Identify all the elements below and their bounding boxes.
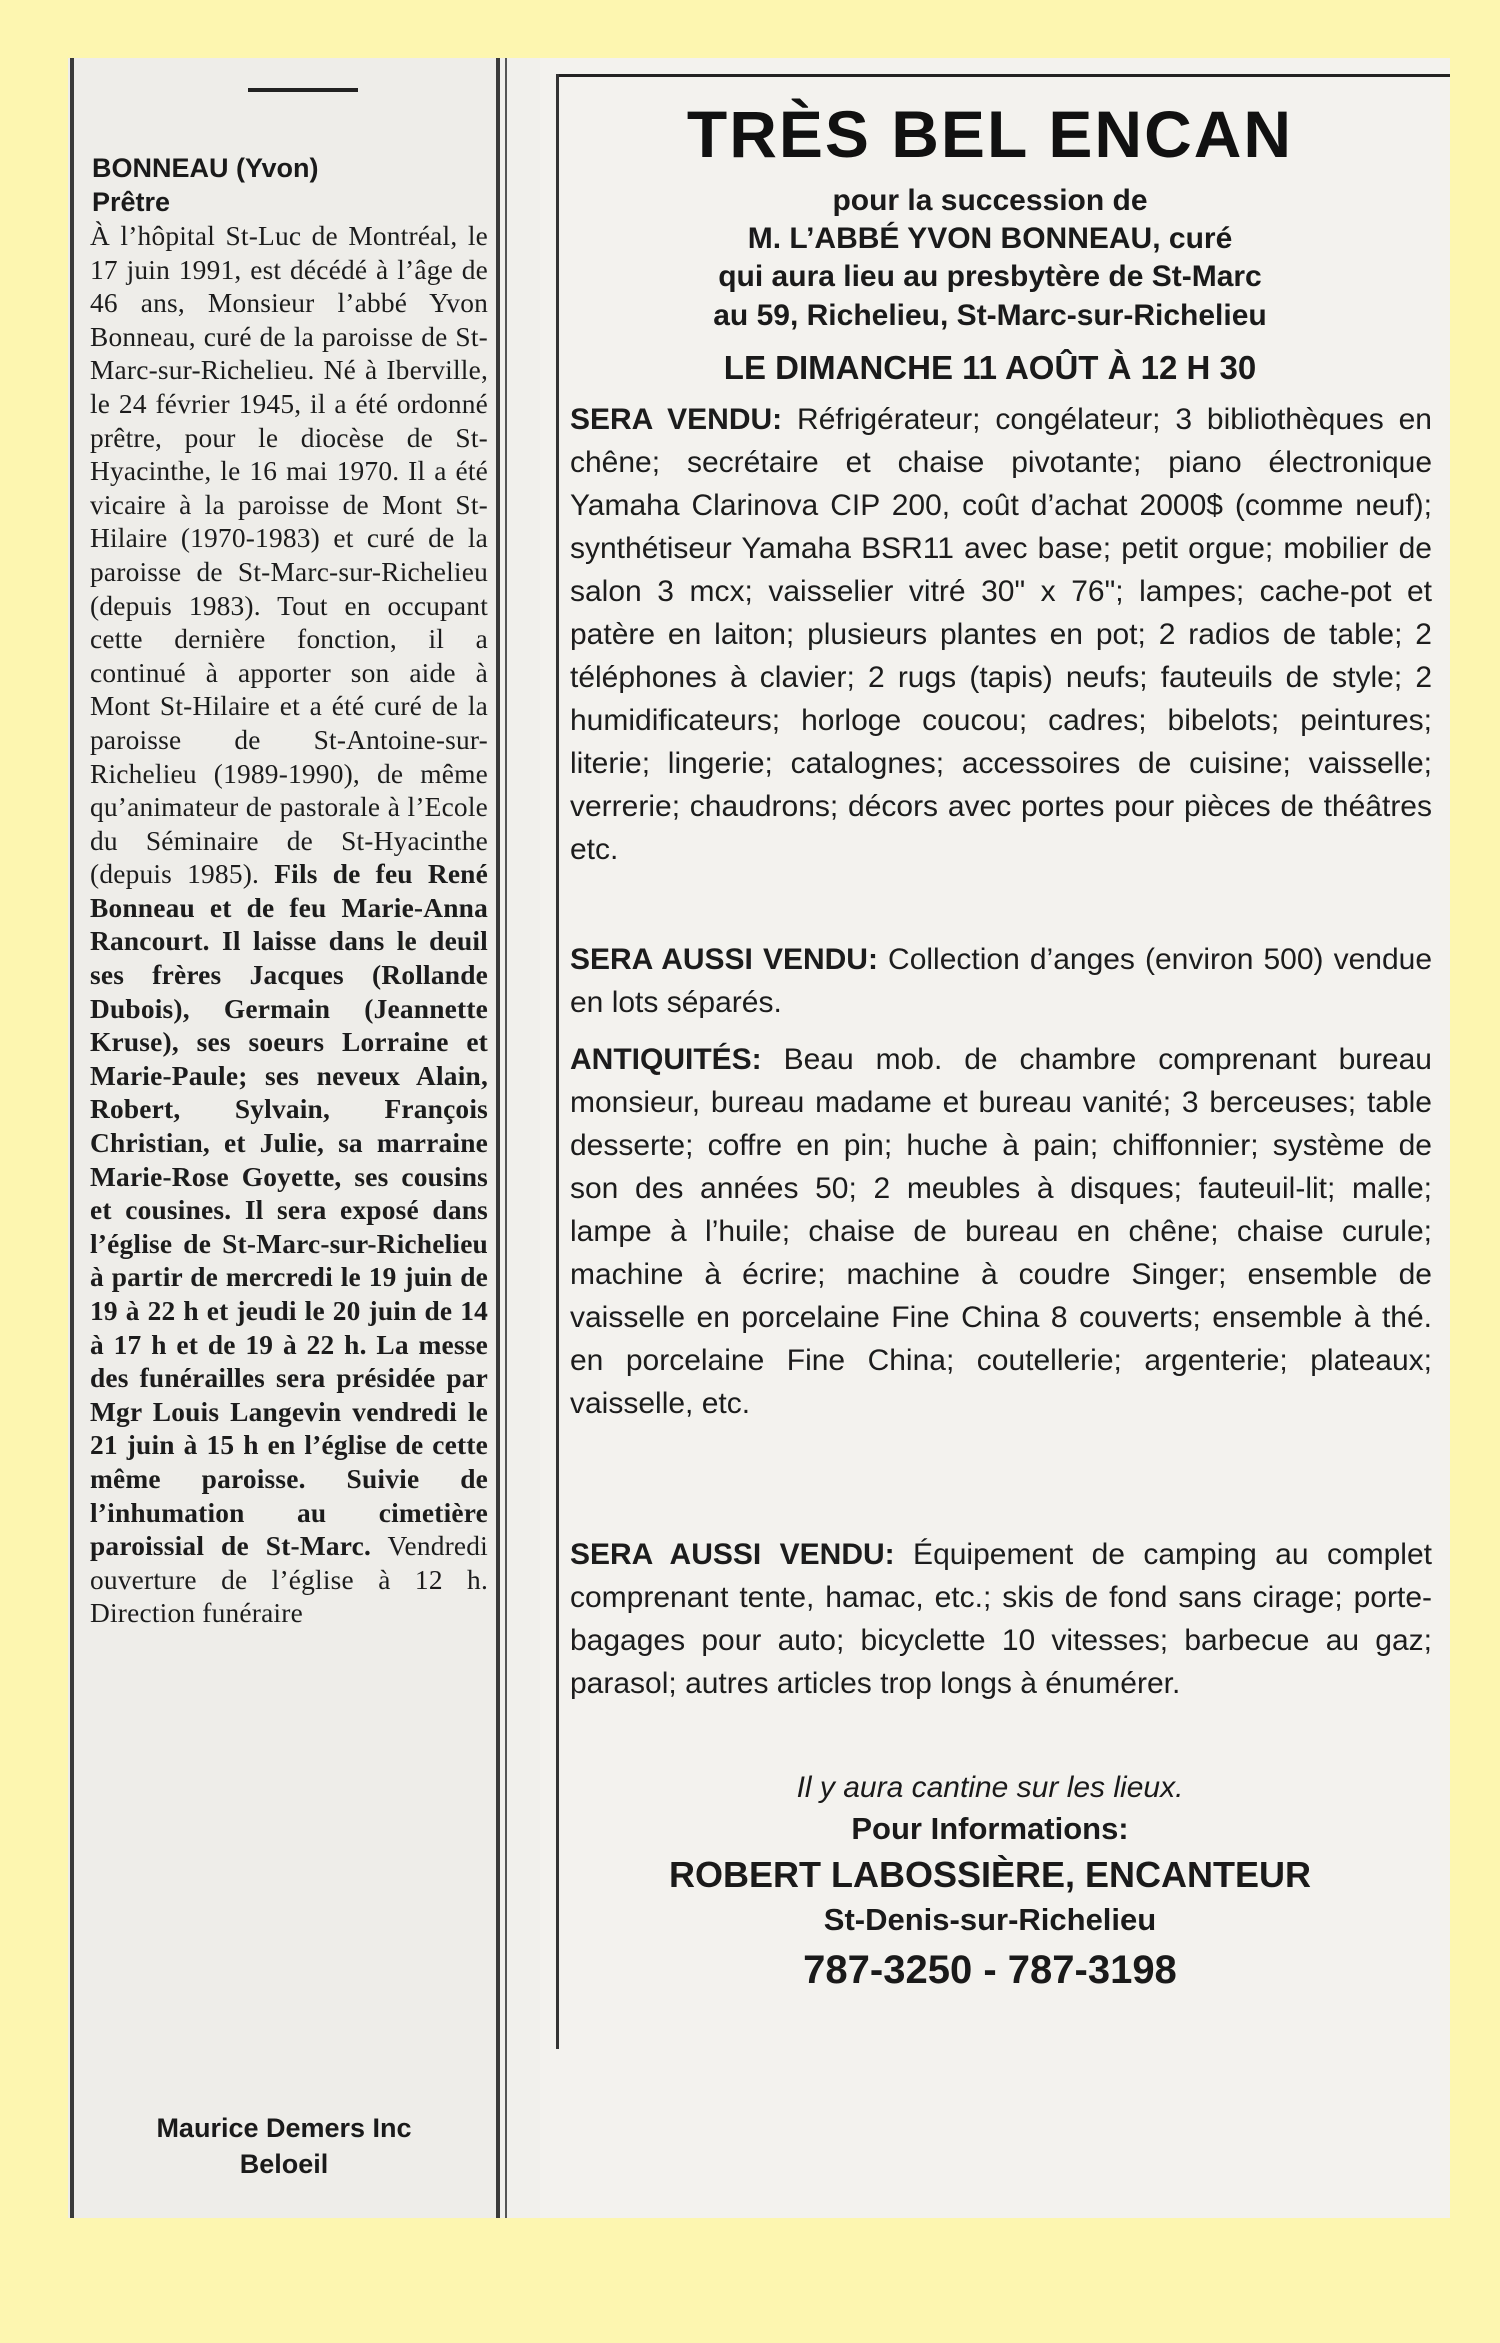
funeral-home-name: Maurice Demers Inc — [156, 2113, 412, 2143]
antiques-paragraph — [570, 1038, 1432, 1425]
auction-location: qui aura lieu au presbytère de St-Marc — [718, 260, 1262, 293]
auctioneer-name: ROBERT LABOSSIÈRE, ENCANTEUR — [668, 1854, 1312, 1895]
auction-title: TRÈS BEL ENCAN — [686, 97, 1294, 171]
auction-date: LE DIMANCHE 11 AOÛT À 12 H 30 — [723, 349, 1257, 386]
auction-subtitle: pour la succession de — [832, 184, 1148, 217]
obituary-body — [90, 220, 488, 1631]
newspaper-clipping — [68, 58, 1450, 2218]
auction-address: au 59, Richelieu, St-Marc-sur-Richelieu — [713, 299, 1267, 332]
auctioneer-city: St-Denis-sur-Richelieu — [823, 1902, 1157, 1937]
auction-notice — [540, 58, 1450, 2218]
section-label: ANTIQUITÉS: — [570, 1043, 762, 1076]
column-rule — [70, 58, 74, 2218]
cantine-note: Il y aura cantine sur les lieux. — [796, 1771, 1184, 1804]
obituary-paragraph: Fils de feu René Bonneau et de feu Marie-Anna Rancourt. Il laisse dans le deuil ses frères Jacques (Rollande Dubois), Germain (Jeannette Kruse), ses soeurs Lorraine et Marie-Paule; ses neveux Alain, Robert, Sylvain, François Christian, et Julie, sa marraine Marie-Rose Goyette, ses cousins et cousines. — [90, 859, 488, 1226]
items-paragraph — [570, 1533, 1432, 1705]
obituary-paragraph: Vendredi ouverture de l’église à 12 h. Direction funéraire — [90, 1531, 488, 1629]
obituary-column — [68, 58, 500, 2218]
phone-numbers: 787-3250 - 787-3198 — [803, 1948, 1177, 1992]
obituary-name: BONNEAU (Yvon) — [92, 153, 319, 183]
obituary-paragraph: Il sera exposé dans l’église de St-Marc-sur-Richelieu à partir de mercredi le 19 juin de 19 à 22 h et jeudi le 20 juin de 14 à 17 h et de 19 à 22 h. La messe des funérailles sera présidée par Mgr Louis Langevin vendredi le 21 juin à 15 h en l’église de cette même paroisse. Suivie de l’inhumation au cimetière paroissial de St-Marc. — [90, 1195, 489, 1562]
obituary-title: Prêtre — [92, 187, 171, 217]
notice-rule — [558, 74, 1450, 77]
auction-estate-name: M. L’ABBÉ YVON BONNEAU, curé — [747, 222, 1233, 255]
items-paragraph — [570, 938, 1432, 1024]
section-label: SERA VENDU: — [570, 403, 783, 436]
section-label: SERA AUSSI VENDU: — [570, 1538, 895, 1571]
section-text: Équipement de camping au complet comprenant tente, hamac, etc.; skis de fond sans cirage; porte-bagages pour auto; bicyclette 10 vitesses; barbecue au gaz; parasol; autres articles trop longs à énumérer. — [570, 1538, 1432, 1700]
info-heading: Pour Informations: — [851, 1811, 1129, 1846]
funeral-home-city: Beloeil — [239, 2149, 329, 2179]
items-paragraph — [570, 398, 1432, 871]
column-rule — [505, 58, 507, 2218]
column-rule — [496, 58, 500, 2218]
obituary-paragraph: À l’hôpital St-Luc de Montréal, le 17 juin 1991, est décédé à l’âge de 46 ans, Monsieur l’abbé Yvon Bonneau, curé de la paroisse de St-Marc-sur-Richelieu. Né à Iberville, le 24 février 1945, il a été ordonné prêtre, pour le diocèse de St-Hyacinthe, le 16 mai 1970. Il a été vicaire à la paroisse de Mont St-Hilaire (1970-1983) et curé de la paroisse de St-Marc-sur-Richelieu (depuis 1983). Tout en occupant cette dernière fonction, il a continué à apporter son aide à Mont St-Hilaire et a été curé de la paroisse de St-Antoine-sur-Richelieu (1989-1990), de même qu’animateur de pastorale à l’Ecole du Séminaire de St-Hyacinthe (depuis 1985). — [90, 221, 488, 890]
header-rule — [248, 88, 358, 92]
section-label: SERA AUSSI VENDU: — [570, 943, 878, 976]
section-text: Beau mob. de chambre comprenant bureau monsieur, bureau madame et bureau vanité; 3 berceuses; table desserte; coffre en pin; huche à pain; chiffonnier; système de son des années 50; 2 meubles à disques; fauteuil-lit; malle; lampe à l’huile; chaise de bureau en chêne; chaise curule; machine à écrire; machine à coudre Singer; ensemble de vaisselle en porcelaine Fine China 8 couverts; ensemble à thé. en porcelaine Fine China; coutellerie; argenterie; plateaux; vaisselle, etc. — [570, 1043, 1432, 1420]
section-text: Collection d’anges (environ 500) vendue en lots séparés. — [570, 943, 1432, 1019]
section-text: Réfrigérateur; congélateur; 3 bibliothèques en chêne; secrétaire et chaise pivotante; piano électronique Yamaha Clarinova CIP 200, coût d’achat 2000$ (comme neuf); synthétiseur Yamaha BSR11 avec base; petit orgue; mobilier de salon 3 mcx; vaisselier vitré 30" x 76"; lampes; cache-pot et patère en laiton; plusieurs plantes en pot; 2 radios de table; 2 téléphones à clavier; 2 rugs (tapis) neufs; fauteuils de style; 2 humidificateurs; horloge coucou; cadres; bibelots; peintures; literie; lingerie; catalognes; accessoires de cuisine; vaisselle; verrerie; chaudrons; décors avec portes pour pièces de théâtres etc. — [570, 403, 1432, 866]
